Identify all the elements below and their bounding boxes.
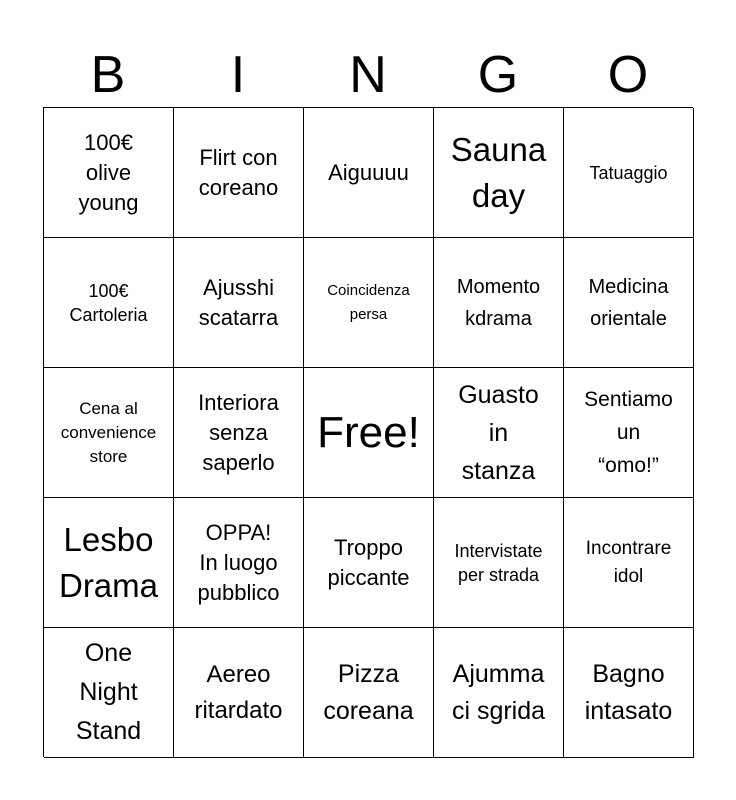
cell-label: Aereo ritardato (194, 660, 283, 724)
cell-label: Aiguuuu (328, 159, 409, 185)
cell-label: Lesbo Drama (58, 520, 159, 604)
bingo-cell-2-4[interactable] (564, 368, 694, 498)
cell-label: Cena al convenience store (60, 398, 157, 466)
cell-label: Free! (317, 407, 420, 457)
bingo-cell-0-0[interactable] (44, 108, 174, 238)
header-letter-o: O (607, 46, 649, 104)
cell-label: Sentiamo un “omo!” (584, 388, 673, 477)
cell-label: 100€ olive young (78, 129, 139, 215)
cell-label: Momento kdrama (456, 275, 541, 330)
bingo-cell-1-1[interactable] (174, 238, 304, 368)
header-letter-g: G (477, 46, 519, 104)
cell-label: Flirt con coreano (198, 144, 279, 200)
bingo-cell-4-2[interactable] (304, 628, 434, 758)
bingo-free-space[interactable] (304, 368, 434, 498)
cell-label: Ajusshi scatarra (198, 274, 279, 330)
bingo-cell-1-3[interactable] (434, 238, 564, 368)
cell-label: Sauna day (450, 130, 547, 214)
bingo-cell-3-0[interactable] (44, 498, 174, 628)
bingo-cell-3-3[interactable] (434, 498, 564, 628)
cell-label: Interiora senza saperlo (198, 389, 279, 475)
cell-label: Tatuaggio (589, 162, 668, 183)
cell-label: Ajumma ci sgrida (451, 659, 546, 725)
bingo-header (43, 44, 693, 106)
bingo-cell-0-2[interactable] (304, 108, 434, 238)
cell-label: 100€ Cartoleria (69, 280, 148, 325)
bingo-cell-1-2[interactable] (304, 238, 434, 368)
cell-label: Incontrare idol (585, 537, 672, 587)
bingo-cell-4-1[interactable] (174, 628, 304, 758)
cell-label: Coincidenza persa (327, 281, 410, 323)
bingo-cell-2-0[interactable] (44, 368, 174, 498)
header-letter-i: I (230, 46, 246, 104)
cell-label: One Night Stand (75, 639, 142, 745)
bingo-card-grid (43, 107, 693, 757)
bingo-cell-3-4[interactable] (564, 498, 694, 628)
bingo-cell-3-1[interactable] (174, 498, 304, 628)
bingo-cell-2-1[interactable] (174, 368, 304, 498)
cell-label: Medicina orientale (588, 275, 669, 330)
cell-label: Pizza coreana (323, 659, 414, 725)
cell-label: Intervistate per strada (454, 540, 543, 585)
bingo-cell-2-3[interactable] (434, 368, 564, 498)
header-letter-b: B (90, 46, 126, 104)
bingo-cell-0-1[interactable] (174, 108, 304, 238)
bingo-cell-0-3[interactable] (434, 108, 564, 238)
cell-label: Bagno intasato (584, 659, 673, 725)
cell-label: Guasto in stanza (458, 380, 539, 485)
bingo-cell-4-0[interactable] (44, 628, 174, 758)
header-letter-n: N (349, 46, 387, 104)
cell-label: OPPA! In luogo pubblico (197, 519, 280, 605)
bingo-cell-1-0[interactable] (44, 238, 174, 368)
cell-label: Troppo piccante (327, 534, 410, 590)
bingo-cell-0-4[interactable] (564, 108, 694, 238)
bingo-cell-1-4[interactable] (564, 238, 694, 368)
bingo-cell-4-4[interactable] (564, 628, 694, 758)
bingo-cell-3-2[interactable] (304, 498, 434, 628)
bingo-cell-4-3[interactable] (434, 628, 564, 758)
